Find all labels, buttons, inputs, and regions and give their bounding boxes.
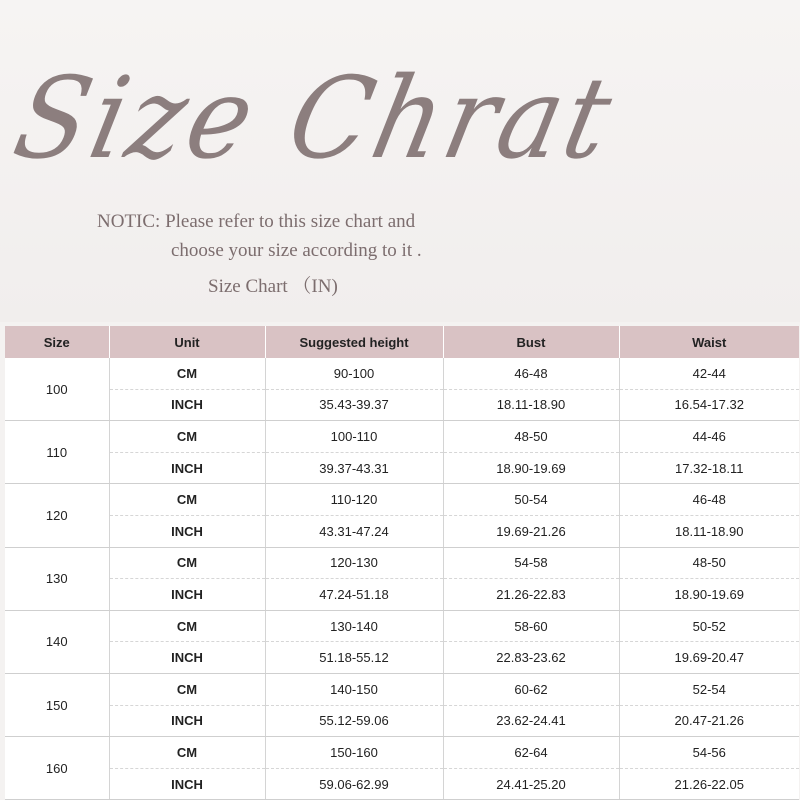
header-banner — [0, 0, 800, 322]
unit-cell: INCH — [109, 452, 265, 484]
height-cell: 39.37-43.31 — [265, 452, 443, 484]
table-row — [5, 610, 799, 642]
size-cell: 150 — [5, 673, 109, 736]
bust-cell: 19.69-21.26 — [443, 515, 619, 547]
table-row — [5, 358, 799, 389]
size-cell: 110 — [5, 421, 109, 484]
waist-cell: 44-46 — [619, 421, 799, 453]
table-row — [5, 642, 799, 674]
size-cell: 120 — [5, 484, 109, 547]
height-cell: 140-150 — [265, 673, 443, 705]
bust-cell: 46-48 — [443, 358, 619, 389]
bust-cell: 24.41-25.20 — [443, 768, 619, 800]
waist-cell: 19.69-20.47 — [619, 642, 799, 674]
table-row — [5, 768, 799, 800]
unit-cell: CM — [109, 610, 265, 642]
waist-cell: 18.11-18.90 — [619, 515, 799, 547]
waist-cell: 21.26-22.05 — [619, 768, 799, 800]
height-cell: 59.06-62.99 — [265, 768, 443, 800]
waist-cell: 48-50 — [619, 547, 799, 579]
unit-cell: CM — [109, 673, 265, 705]
notice-line-3: Size Chart （IN) — [208, 276, 338, 297]
column-header-size: Size — [5, 326, 109, 358]
unit-cell: INCH — [109, 768, 265, 800]
unit-cell: CM — [109, 358, 265, 389]
table-row — [5, 389, 799, 421]
table-header-row — [5, 326, 799, 358]
column-header-bust: Bust — [443, 326, 619, 358]
waist-cell: 50-52 — [619, 610, 799, 642]
waist-cell: 16.54-17.32 — [619, 389, 799, 421]
table-body — [5, 358, 799, 800]
table-row — [5, 579, 799, 611]
page-title: Size Chrat — [4, 52, 627, 185]
bust-cell: 62-64 — [443, 737, 619, 769]
size-cell: 130 — [5, 547, 109, 610]
column-header-unit: Unit — [109, 326, 265, 358]
bust-cell: 54-58 — [443, 547, 619, 579]
bust-cell: 23.62-24.41 — [443, 705, 619, 737]
waist-cell: 17.32-18.11 — [619, 452, 799, 484]
table-row — [5, 421, 799, 453]
bust-cell: 60-62 — [443, 673, 619, 705]
column-header-waist: Waist — [619, 326, 799, 358]
notice-line-1: NOTIC: Please refer to this size chart and — [97, 211, 416, 232]
bust-cell: 18.90-19.69 — [443, 452, 619, 484]
waist-cell: 52-54 — [619, 673, 799, 705]
bust-cell: 22.83-23.62 — [443, 642, 619, 674]
table-row — [5, 705, 799, 737]
height-cell: 51.18-55.12 — [265, 642, 443, 674]
bust-cell: 21.26-22.83 — [443, 579, 619, 611]
size-cell: 140 — [5, 610, 109, 673]
height-cell: 110-120 — [265, 484, 443, 516]
notice-line-2: choose your size according to it . — [171, 240, 422, 261]
height-cell: 47.24-51.18 — [265, 579, 443, 611]
table-row — [5, 673, 799, 705]
height-cell: 55.12-59.06 — [265, 705, 443, 737]
bust-cell: 58-60 — [443, 610, 619, 642]
size-table — [5, 326, 799, 800]
height-cell: 35.43-39.37 — [265, 389, 443, 421]
unit-cell: CM — [109, 737, 265, 769]
table-row — [5, 484, 799, 516]
table-row — [5, 737, 799, 769]
bust-cell: 48-50 — [443, 421, 619, 453]
bust-cell: 50-54 — [443, 484, 619, 516]
unit-cell: INCH — [109, 642, 265, 674]
waist-cell: 18.90-19.69 — [619, 579, 799, 611]
unit-cell: CM — [109, 421, 265, 453]
size-table-container — [5, 326, 799, 800]
table-row — [5, 547, 799, 579]
table-row — [5, 452, 799, 484]
unit-cell: INCH — [109, 515, 265, 547]
column-header-height: Suggested height — [265, 326, 443, 358]
waist-cell: 54-56 — [619, 737, 799, 769]
height-cell: 120-130 — [265, 547, 443, 579]
unit-cell: INCH — [109, 389, 265, 421]
unit-cell: INCH — [109, 579, 265, 611]
bust-cell: 18.11-18.90 — [443, 389, 619, 421]
waist-cell: 46-48 — [619, 484, 799, 516]
waist-cell: 20.47-21.26 — [619, 705, 799, 737]
height-cell: 150-160 — [265, 737, 443, 769]
unit-cell: INCH — [109, 705, 265, 737]
unit-cell: CM — [109, 547, 265, 579]
height-cell: 100-110 — [265, 421, 443, 453]
height-cell: 90-100 — [265, 358, 443, 389]
unit-cell: CM — [109, 484, 265, 516]
height-cell: 43.31-47.24 — [265, 515, 443, 547]
waist-cell: 42-44 — [619, 358, 799, 389]
size-cell: 100 — [5, 358, 109, 421]
height-cell: 130-140 — [265, 610, 443, 642]
size-cell: 160 — [5, 737, 109, 800]
table-row — [5, 515, 799, 547]
